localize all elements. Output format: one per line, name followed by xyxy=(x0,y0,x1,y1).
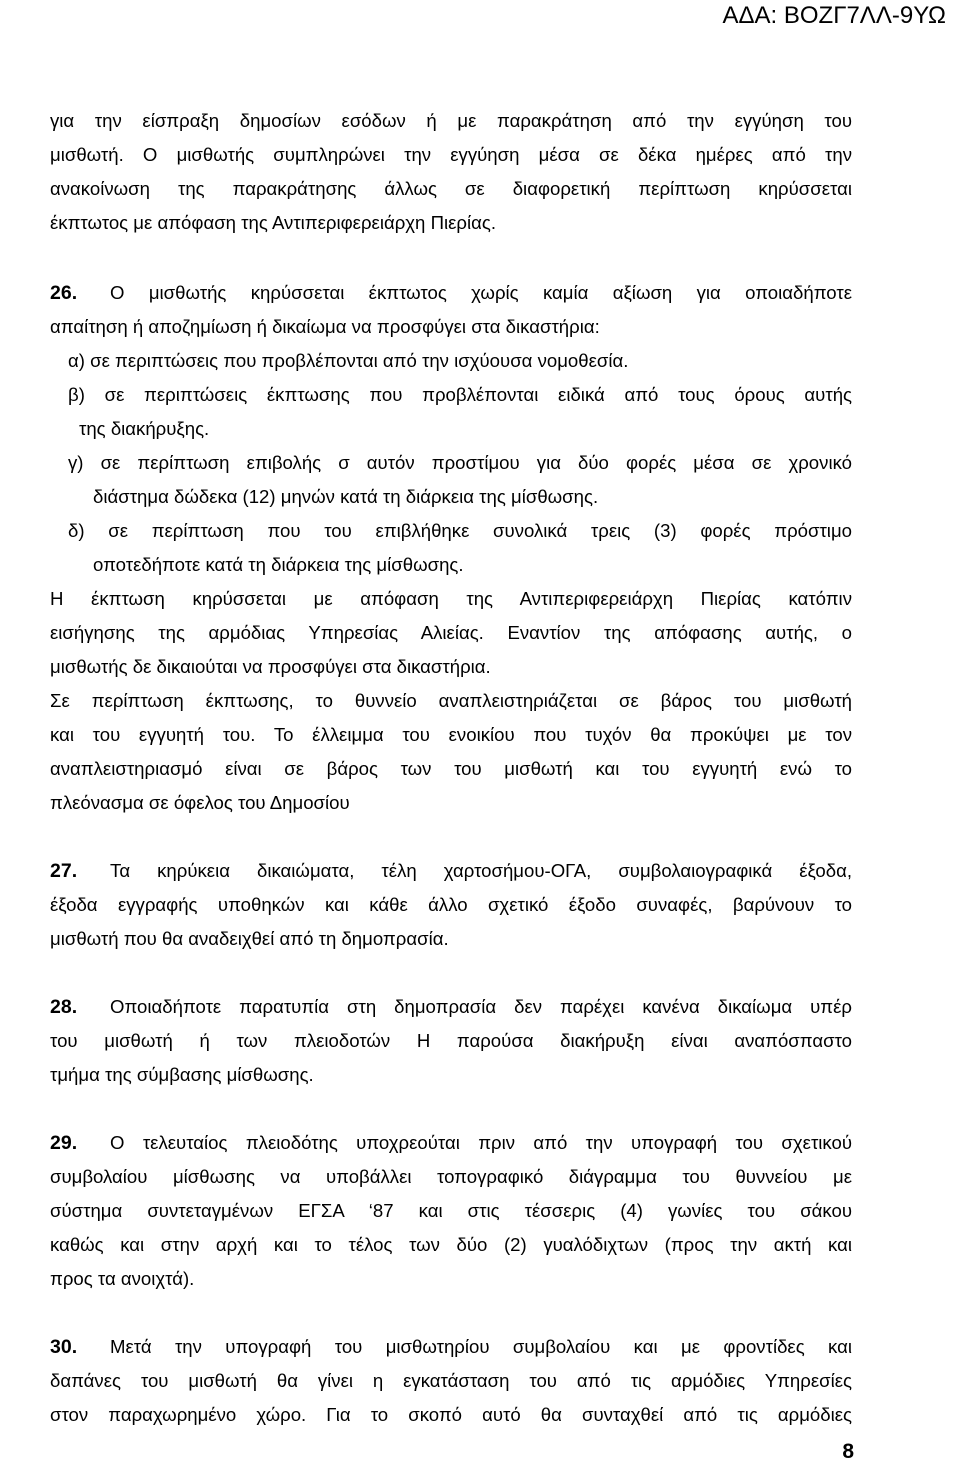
intro-line-2: μισθωτή. Ο μισθωτής συμπληρώνει την εγγύηση μέσα σε δέκα ημέρες από την xyxy=(50,144,852,165)
section-27-line-2: έξοδα εγγραφής υποθηκών και κάθε άλλο σχετικό έξοδο συναφές, βαρύνουν το xyxy=(50,894,852,915)
item-d-line-1: δ) σε περίπτωση που του επιβλήθηκε συνολικά τρεις (3) φορές πρόστιμο xyxy=(68,520,852,541)
section-26-para-line-2: εισήγησης της αρμόδιας Υπηρεσίας Αλιείας. Εναντίον της απόφασης αυτής, ο xyxy=(50,622,852,643)
section-26-para-line-6: αναπλειστηριασμό είναι σε βάρος των του μισθωτή και του εγγυητή ενώ το xyxy=(50,758,852,779)
section-29-line-2: συμβολαίου μίσθωσης να υποβάλλει τοπογραφικό διάγραμμα του θυννείου με xyxy=(50,1166,852,1187)
item-b-line-2: της διακήρυξης. xyxy=(79,418,210,439)
section-28-line-1: 28. Οποιαδήποτε παρατυπία στη δημοπρασία δεν παρέχει κανένα δικαίωμα υπέρ xyxy=(50,996,852,1018)
section-28-line-3: τμήμα της σύμβασης μίσθωσης. xyxy=(50,1064,314,1085)
section-26-line-1: 26. Ο μισθωτής κηρύσσεται έκπτωτος χωρίς καμία αξίωση για οποιαδήποτε xyxy=(50,282,852,304)
ada-header: ΑΔΑ: ΒΟΖΓ7ΛΛ-9ΥΩ xyxy=(722,2,946,29)
intro-line-1: για την είσπραξη δημοσίων εσόδων ή με παρακράτηση από την εγγύηση του xyxy=(50,110,852,131)
section-number: 28. xyxy=(50,996,78,1018)
section-30-line-1: 30. Μετά την υπογραφή του μισθωτηρίου συμβολαίου και με φροντίδες και xyxy=(50,1336,852,1358)
section-29-line-3: σύστημα συντεταγμένων ΕΓΣΑ ‘87 και στις τέσσερις (4) γωνίες του σάκου xyxy=(50,1200,852,1221)
section-26-para-line-7: πλεόνασμα σε όφελος του Δημοσίου xyxy=(50,792,350,813)
section-30-line-2: δαπάνες του μισθωτή θα γίνει η εγκατάσταση του από τις αρμόδιες Υπηρεσίες xyxy=(50,1370,852,1391)
section-26-line-2: απαίτηση ή αποζημίωση ή δικαίωμα να προσφύγει στα δικαστήρια: xyxy=(50,316,600,337)
section-number: 27. xyxy=(50,860,78,882)
section-26-para-line-1: Η έκπτωση κηρύσσεται με απόφαση της Αντιπεριφερειάρχη Πιερίας κατόπιν xyxy=(50,588,852,609)
item-a: α) σε περιπτώσεις που προβλέπονται από την ισχύουσα νομοθεσία. xyxy=(68,350,629,371)
section-26-para-line-4: Σε περίπτωση έκπτωσης, το θυννείο αναπλειστηριάζεται σε βάρος του μισθωτή xyxy=(50,690,852,711)
item-d-line-2: οποτεδήποτε κατά τη διάρκεια της μίσθωσης. xyxy=(93,554,464,575)
page-number: 8 xyxy=(842,1440,854,1463)
intro-line-4: έκπτωτος με απόφαση της Αντιπεριφερειάρχη Πιερίας. xyxy=(50,212,496,233)
intro-line-3: ανακοίνωση της παρακράτησης άλλως σε διαφορετική περίπτωση κηρύσσεται xyxy=(50,178,852,199)
section-29-line-5: προς τα ανοιχτά). xyxy=(50,1268,195,1289)
item-c-line-2: διάστημα δώδεκα (12) μηνών κατά τη διάρκεια της μίσθωσης. xyxy=(93,486,599,507)
item-c-line-1: γ) σε περίπτωση επιβολής σ αυτόν προστίμου για δύο φορές μέσα σε χρονικό xyxy=(68,452,852,473)
section-27-line-3: μισθωτή που θα αναδειχθεί από τη δημοπρασία. xyxy=(50,928,449,949)
section-number: 26. xyxy=(50,282,78,304)
item-b-line-1: β) σε περιπτώσεις έκπτωσης που προβλέπονται ειδικά από τους όρους αυτής xyxy=(68,384,852,405)
section-29-line-1: 29. Ο τελευταίος πλειοδότης υποχρεούται πριν από την υπογραφή του σχετικού xyxy=(50,1132,852,1154)
section-26-para-line-5: και του εγγυητή του. Το έλλειμμα του ενοικίου που τυχόν θα προκύψει με τον xyxy=(50,724,852,745)
section-number: 29. xyxy=(50,1132,78,1154)
section-30-line-3: στον παραχωρημένο χώρο. Για το σκοπό αυτό θα συνταχθεί από τις αρμόδιες xyxy=(50,1404,852,1425)
section-26-para-line-3: μισθωτής δε δικαιούται να προσφύγει στα δικαστήρια. xyxy=(50,656,491,677)
section-number: 30. xyxy=(50,1336,78,1358)
section-28-line-2: του μισθωτή ή των πλειοδοτών Η παρούσα διακήρυξη είναι αναπόσπαστο xyxy=(50,1030,852,1051)
section-27-line-1: 27. Τα κηρύκεια δικαιώματα, τέλη χαρτοσήμου-ΟΓΑ, συμβολαιογραφικά έξοδα, xyxy=(50,860,852,882)
section-29-line-4: καθώς και στην αρχή και το τέλος των δύο (2) γυαλόδιχτων (προς την ακτή και xyxy=(50,1234,852,1255)
